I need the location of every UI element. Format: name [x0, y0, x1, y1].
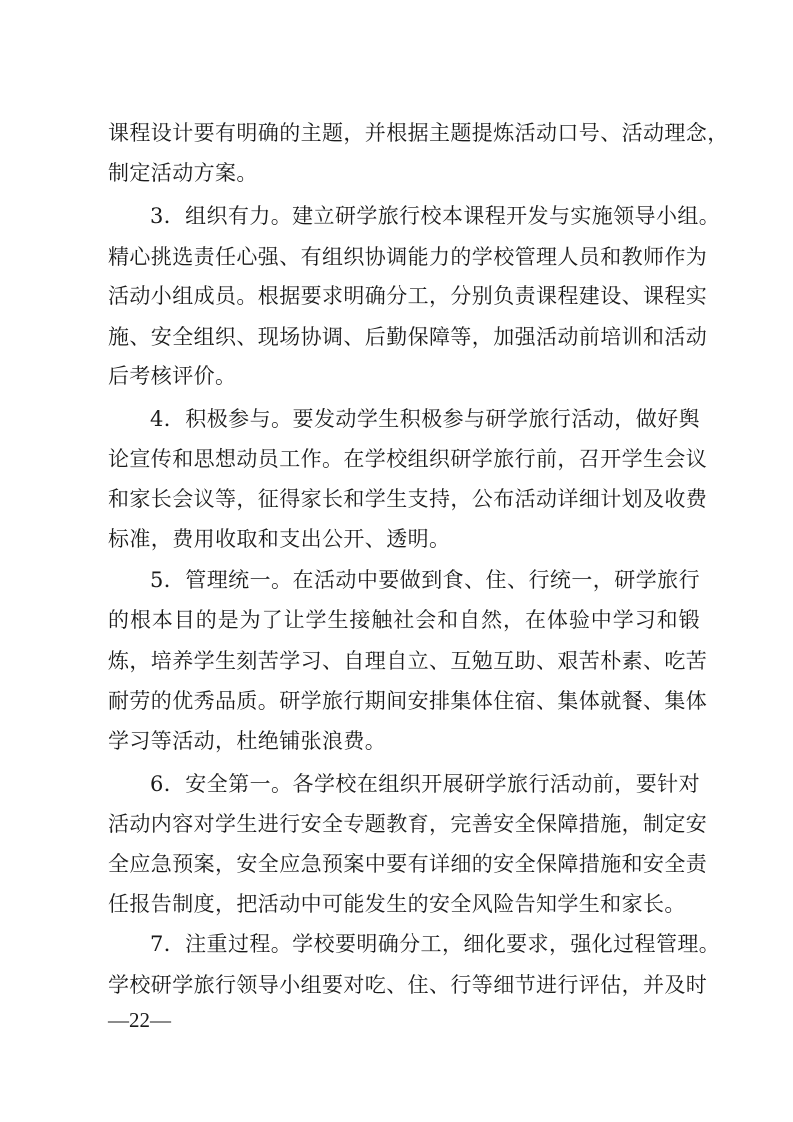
text-line: 炼，培养学生刻苦学习、自理自立、互勉互助、艰苦朴素、吃苦	[108, 649, 708, 673]
text-line: 4．积极参与。要发动学生积极参与研学旅行活动，做好舆	[150, 407, 700, 431]
text-line: 任报告制度，把活动中可能发生的安全风险告知学生和家长。	[108, 892, 686, 916]
text-line: 5．管理统一。在活动中要做到食、住、行统一，研学旅行	[150, 568, 700, 592]
text-line: 活动内容对学生进行安全专题教育，完善安全保障措施，制定安	[108, 812, 708, 836]
text-line: 7．注重过程。学校要明确分工，细化要求，强化过程管理。	[150, 932, 721, 956]
page-number: —22—	[108, 1008, 171, 1032]
text-line: 的根本目的是为了让学生接触社会和自然，在体验中学习和锻	[108, 608, 700, 632]
text-line: 6．安全第一。各学校在组织开展研学旅行活动前，要针对	[150, 772, 700, 796]
text-line: 活动小组成员。根据要求明确分工，分别负责课程建设、课程实	[108, 284, 708, 308]
text-line: 后考核评价。	[108, 364, 237, 388]
text-line: 施、安全组织、现场协调、后勤保障等，加强活动前培训和活动	[108, 325, 708, 349]
text-line: 课程设计要有明确的主题，并根据主题提炼活动口号、活动理念，	[108, 121, 729, 145]
text-line: 标准，费用收取和支出公开、透明。	[108, 527, 451, 551]
text-line: 耐劳的优秀品质。研学旅行期间安排集体住宿、集体就餐、集体	[108, 689, 708, 713]
text-line: 学校研学旅行领导小组要对吃、住、行等细节进行评估，并及时	[108, 973, 708, 997]
text-line: 3．组织有力。建立研学旅行校本课程开发与实施领导小组。	[150, 204, 721, 228]
text-line: 和家长会议等，征得家长和学生支持，公布活动详细计划及收费	[108, 487, 708, 511]
text-line: 全应急预案，安全应急预案中要有详细的安全保障措施和安全责	[108, 852, 708, 876]
text-line: 学习等活动，杜绝铺张浪费。	[108, 729, 387, 753]
text-line: 论宣传和思想动员工作。在学校组织研学旅行前，召开学生会议	[108, 447, 708, 471]
text-line: 精心挑选责任心强、有组织协调能力的学校管理人员和教师作为	[108, 245, 708, 269]
text-line: 制定活动方案。	[108, 161, 258, 185]
